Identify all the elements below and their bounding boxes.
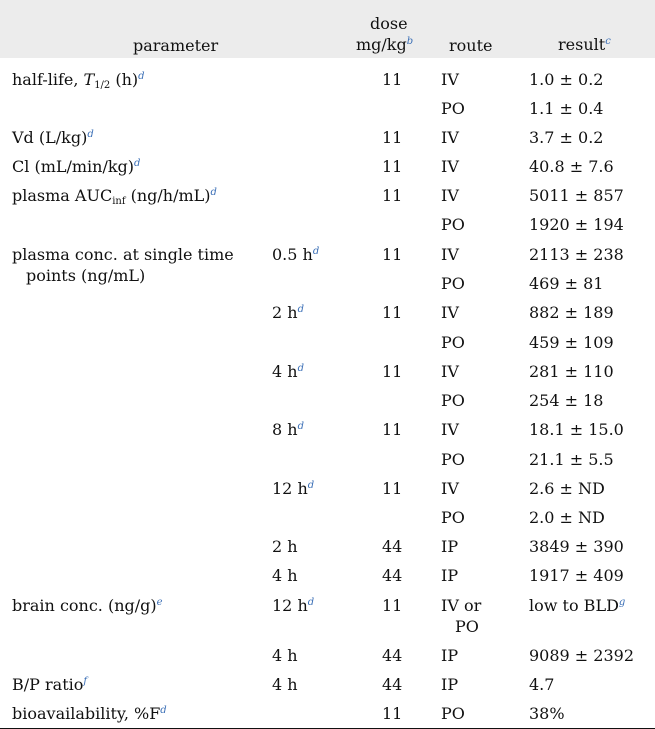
result-cell: 882 ± 189 xyxy=(529,303,614,322)
time-cell: 4 h xyxy=(272,646,298,665)
result-cell: 4.7 xyxy=(529,675,555,694)
result-cell: 1.0 ± 0.2 xyxy=(529,70,604,89)
route-cell: IV xyxy=(441,70,459,89)
result-cell: 459 ± 109 xyxy=(529,333,614,352)
dose-cell: 11 xyxy=(382,245,403,264)
dose-cell: 44 xyxy=(382,537,403,556)
result-cell: 9089 ± 2392 xyxy=(529,646,635,665)
route-cell: IP xyxy=(441,537,459,556)
result-cell: 3.7 ± 0.2 xyxy=(529,128,604,147)
header-parameter: parameter xyxy=(133,36,219,55)
time-cell: 8 $h^d$ xyxy=(272,420,304,439)
route-cell: IV xyxy=(441,245,459,264)
route-cell: PO xyxy=(441,391,465,410)
result-cell: 281 ± 110 xyxy=(529,362,614,381)
result-cell: 469 ± 81 xyxy=(529,274,604,293)
route-cell: IV xyxy=(441,157,459,176)
row-plasma-conc-param-line1: plasma conc. at single time xyxy=(12,245,234,264)
dose-cell: 11 xyxy=(382,479,403,498)
time-cell: 4 h xyxy=(272,566,298,585)
result-cell: 2.0 ± ND xyxy=(529,508,605,527)
route-cell: PO xyxy=(441,215,465,234)
dose-cell: 11 xyxy=(382,128,403,147)
dose-cell: 11 xyxy=(382,704,403,723)
row-cl-param: Cl $(mL/\min/kg)^d$ xyxy=(12,157,141,176)
dose-cell: 11 xyxy=(382,596,403,615)
dose-cell: 44 xyxy=(382,675,403,694)
route-cell: IV xyxy=(441,362,459,381)
row-half-life-param: half-life, $T_{1/2}$ $(h)^d$ xyxy=(12,70,145,91)
result-cell: 3849 ± 390 xyxy=(529,537,624,556)
route-cell: IV xyxy=(441,128,459,147)
result-cell: 40.8 ± 7.6 xyxy=(529,157,614,176)
route-cell-line2: PO xyxy=(455,617,479,636)
dose-cell: 11 xyxy=(382,420,403,439)
route-cell: IP xyxy=(441,646,459,665)
dose-cell: 11 xyxy=(382,186,403,205)
time-cell: 2 h xyxy=(272,537,298,556)
result-cell: 254 ± 18 xyxy=(529,391,604,410)
dose-cell: 44 xyxy=(382,646,403,665)
route-cell: PO xyxy=(441,333,465,352)
result-cell: 1920 ± 194 xyxy=(529,215,624,234)
result-cell: 5011 ± 857 xyxy=(529,186,624,205)
time-cell: 12 $h^d$ xyxy=(272,479,315,498)
row-brain-conc-param: brain conc. $(ng/g)^e$ xyxy=(12,596,163,615)
header-dose-line1: dose xyxy=(370,14,408,33)
result-cell: 21.1 ± 5.5 xyxy=(529,450,614,469)
time-cell: 4 h xyxy=(272,675,298,694)
row-auc-param: plasma $AUC_{inf}$ $(ng/h/mL)^d$ xyxy=(12,186,217,207)
dose-cell: 44 xyxy=(382,566,403,585)
route-cell: IV xyxy=(441,303,459,322)
row-bp-ratio-param: B/P ratio$^f$ xyxy=(12,675,88,694)
row-vd-param: Vd $(L/kg)^d$ xyxy=(12,128,94,147)
route-cell: IP xyxy=(441,675,459,694)
route-cell: IP xyxy=(441,566,459,585)
time-cell: 4 $h^d$ xyxy=(272,362,304,381)
route-cell: PO xyxy=(441,450,465,469)
time-cell: 2 $h^d$ xyxy=(272,303,304,322)
header-dose-line2: $mg/kg^b$ xyxy=(356,35,414,54)
dose-cell: 11 xyxy=(382,70,403,89)
time-cell: 12 $h^d$ xyxy=(272,596,315,615)
row-plasma-conc-param-line2: points (ng/mL) xyxy=(26,266,146,285)
dose-cell: 11 xyxy=(382,303,403,322)
table-header xyxy=(0,0,655,58)
route-cell: IV xyxy=(441,420,459,439)
result-cell: low to BLD$^g$ xyxy=(529,596,626,615)
result-cell: 2.6 ± ND xyxy=(529,479,605,498)
dose-cell: 11 xyxy=(382,157,403,176)
time-cell: 0.5 $h^d$ xyxy=(272,245,320,264)
result-cell: 1.1 ± 0.4 xyxy=(529,99,604,118)
result-cell: 18.1 ± 15.0 xyxy=(529,420,624,439)
route-cell: PO xyxy=(441,704,465,723)
row-bioavailability-param: bioavailability, $\%F^d$ xyxy=(12,704,167,723)
route-cell: IV xyxy=(441,186,459,205)
route-cell: PO xyxy=(441,508,465,527)
dose-cell: 11 xyxy=(382,362,403,381)
result-cell: 38% xyxy=(529,704,565,723)
route-cell: IV xyxy=(441,479,459,498)
route-cell: PO xyxy=(441,99,465,118)
route-cell: PO xyxy=(441,274,465,293)
route-cell-line1: IV or xyxy=(441,596,482,615)
result-cell: 2113 ± 238 xyxy=(529,245,624,264)
header-route: route xyxy=(449,36,493,55)
header-result: result$^c$ xyxy=(558,35,611,54)
result-cell: 1917 ± 409 xyxy=(529,566,624,585)
